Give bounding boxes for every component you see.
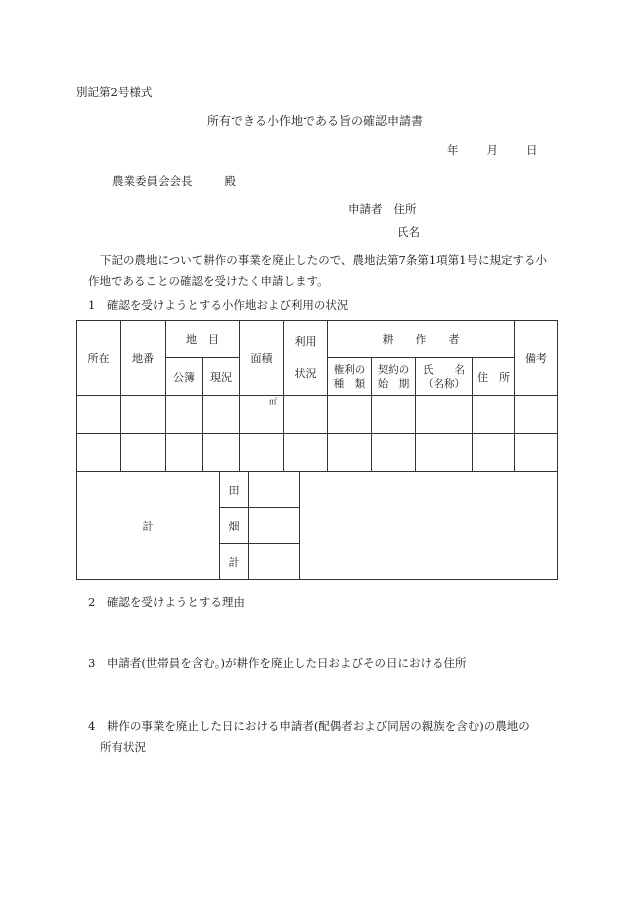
land-status-table <box>76 320 558 472</box>
header-right-type <box>328 358 372 396</box>
section-4-line2: 所有状況 <box>100 740 146 754</box>
totals-paddy-value <box>249 472 300 508</box>
addressee-name: 農業委員会会長 <box>112 174 193 188</box>
body-text: 下記の農地について耕作の事業を廃止したので、農地法第7条第1項第1号に規定する小作地であることの確認を受けたく申請します。 <box>88 253 547 288</box>
area-unit: ㎡ <box>240 396 284 434</box>
header-land-category: 地 目 <box>166 321 240 358</box>
header-usage <box>284 321 328 396</box>
header-remarks: 備考 <box>515 321 558 396</box>
header-name-line2: （名称） <box>423 377 465 390</box>
section-1-heading: 1 確認を受けようとする小作地および利用の状況 <box>88 298 349 312</box>
totals-field-value <box>249 508 300 544</box>
totals-sum-label: 計 <box>220 544 249 580</box>
header-contract-start-line1: 契約の <box>377 363 410 376</box>
header-location: 所在 <box>77 321 121 396</box>
table-row <box>77 434 558 472</box>
date-day: 日 <box>526 143 538 157</box>
header-area: 面積 <box>240 321 284 396</box>
date-year: 年 <box>447 143 459 157</box>
applicant-address-label: 住所 <box>393 202 417 216</box>
header-contract-start <box>372 358 416 396</box>
header-cultivator: 耕 作 者 <box>328 321 515 358</box>
applicant-name-label: 氏名 <box>397 225 420 239</box>
header-name-line1: 氏 名 <box>423 363 465 376</box>
table-row <box>77 396 558 434</box>
totals-paddy-label: 田 <box>220 472 249 508</box>
applicant-address-line <box>348 201 416 217</box>
section-2-heading: 2 確認を受けようとする理由 <box>88 595 245 609</box>
totals-label: 計 <box>77 472 220 580</box>
header-contract-start-line2: 始 期 <box>377 377 410 390</box>
header-register: 公簿 <box>166 358 203 396</box>
section-3-heading: 3 申請者(世帯員を含む。)が耕作を廃止した日およびその日における住所 <box>88 656 467 670</box>
header-address: 住 所 <box>473 358 515 396</box>
totals-sum-value <box>249 544 300 580</box>
header-right-type-line2: 種 類 <box>333 377 366 390</box>
totals-table <box>76 471 558 580</box>
header-usage-line1: 利用 <box>294 335 317 348</box>
addressee <box>112 173 236 189</box>
date-line <box>447 142 538 158</box>
date-month: 月 <box>486 143 498 157</box>
form-label: 別記第2号様式 <box>76 85 153 99</box>
section-4-heading <box>88 716 558 758</box>
totals-field-label: 畑 <box>220 508 249 544</box>
header-name <box>416 358 473 396</box>
header-usage-line2: 状況 <box>294 367 317 380</box>
addressee-honorific: 殿 <box>224 174 236 188</box>
header-current: 現況 <box>203 358 240 396</box>
header-lot-number: 地番 <box>121 321 166 396</box>
totals-blank-area <box>300 472 558 580</box>
applicant-label: 申請者 <box>348 202 383 216</box>
section-4-line1: 4 耕作の事業を廃止した日における申請者(配偶者および同居の親族を含む)の農地の <box>88 719 530 733</box>
header-right-type-line1: 権利の <box>333 363 366 376</box>
document-title: 所有できる小作地である旨の確認申請書 <box>206 114 423 128</box>
